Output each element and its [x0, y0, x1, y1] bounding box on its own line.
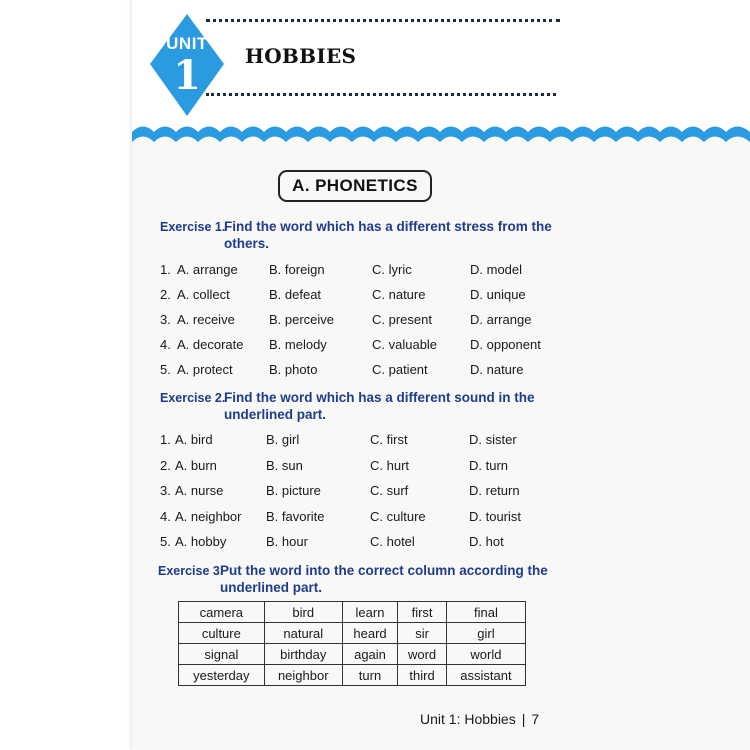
option-d: D. tourist [469, 509, 522, 524]
exercise-3-instruction-line2: underlined part. [220, 580, 323, 595]
option-c: C. first [370, 432, 408, 447]
option-a: A. neighbor [175, 509, 242, 524]
table-row [179, 623, 526, 644]
table-cell: learn [342, 602, 397, 623]
exercise-3-instruction-line1: Put the word into the correct column according the [220, 563, 548, 578]
option-b: B. photo [269, 362, 318, 377]
table-cell: sir [398, 623, 447, 644]
option-d: D. arrange [470, 312, 532, 327]
option-b: B. girl [266, 432, 300, 447]
exercise-1-instruction-line1: Find the word which has a different stress from the [224, 219, 552, 234]
item-number: 5. [160, 362, 171, 377]
option-d: D. sister [469, 432, 517, 447]
option-a: A. arrange [177, 262, 238, 277]
option-b: B. hour [266, 534, 308, 549]
item-number: 3. [160, 483, 171, 498]
option-c: C. surf [370, 483, 409, 498]
ex2-item [0, 534, 750, 554]
table-cell: assistant [446, 665, 525, 686]
option-d: D. hot [469, 534, 504, 549]
option-b: B. melody [269, 337, 327, 352]
option-d: D. nature [470, 362, 524, 377]
unit-number: 1 [173, 52, 201, 99]
option-a: A. hobby [175, 534, 227, 549]
ex1-item [0, 287, 750, 307]
table-row [179, 644, 526, 665]
option-b: B. defeat [269, 287, 322, 302]
option-c: C. hurt [370, 458, 410, 473]
unit-label: UNIT [166, 34, 208, 53]
option-a: A. burn [175, 458, 217, 473]
word-table [178, 601, 526, 686]
table-row [179, 602, 526, 623]
section-heading-box [278, 170, 432, 202]
footer-separator: | [521, 711, 526, 727]
ex2-item [0, 483, 750, 503]
table-cell: turn [342, 665, 397, 686]
option-a: A. bird [175, 432, 213, 447]
option-d: D. model [470, 262, 523, 277]
ex1-item [0, 337, 750, 357]
page-number: 7 [531, 711, 540, 727]
item-number: 5. [160, 534, 171, 549]
table-cell: natural [264, 623, 342, 644]
dotted-line-bottom [206, 93, 556, 96]
table-cell: birthday [264, 644, 342, 665]
table-cell: first [398, 602, 447, 623]
table-cell: heard [342, 623, 397, 644]
option-c: C. culture [370, 509, 426, 524]
option-a: A. protect [177, 362, 233, 377]
table-row [179, 665, 526, 686]
ex2-item [0, 432, 750, 452]
ex1-item [0, 262, 750, 282]
table-cell: camera [179, 602, 265, 623]
exercise-3-heading [158, 562, 578, 598]
option-a: A. collect [177, 287, 230, 302]
exercise-1-label: Exercise 1. [160, 220, 226, 234]
exercise-2-instruction-line1: Find the word which has a different sound in the [224, 390, 535, 405]
table-cell: third [398, 665, 447, 686]
option-c: C. patient [372, 362, 428, 377]
table-cell: final [446, 602, 525, 623]
table-cell: neighbor [264, 665, 342, 686]
option-a: A. receive [177, 312, 235, 327]
option-b: B. perceive [269, 312, 335, 327]
option-c: C. present [372, 312, 432, 327]
ex2-item [0, 509, 750, 529]
option-d: D. opponent [470, 337, 541, 352]
option-a: A. decorate [177, 337, 244, 352]
table-cell: bird [264, 602, 342, 623]
option-b: B. foreign [269, 262, 325, 277]
table-cell: girl [446, 623, 525, 644]
table-cell: word [398, 644, 447, 665]
table-cell: culture [179, 623, 265, 644]
exercise-2-label: Exercise 2. [160, 391, 226, 405]
wave-border [132, 118, 750, 166]
page-footer [420, 711, 539, 727]
option-d: D. turn [469, 458, 509, 473]
option-d: D. unique [470, 287, 526, 302]
ex1-item [0, 362, 750, 382]
item-number: 1. [160, 432, 171, 447]
option-a: A. nurse [175, 483, 224, 498]
option-c: C. valuable [372, 337, 438, 352]
table-cell: signal [179, 644, 265, 665]
table-cell: yesterday [179, 665, 265, 686]
exercise-1-heading [160, 218, 580, 254]
section-title: A. PHONETICS [292, 176, 418, 195]
option-d: D. return [469, 483, 520, 498]
footer-unit-text: Unit 1: Hobbies [420, 711, 516, 727]
item-number: 1. [160, 262, 171, 277]
item-number: 4. [160, 337, 171, 352]
item-number: 4. [160, 509, 171, 524]
option-c: C. hotel [370, 534, 415, 549]
table-cell: world [446, 644, 525, 665]
exercise-1-instruction-line2: others. [224, 236, 270, 251]
option-c: C. lyric [372, 262, 412, 277]
ex2-item [0, 458, 750, 478]
unit-title: HOBBIES [245, 44, 357, 68]
option-c: C. nature [372, 287, 426, 302]
dotted-line-top [206, 19, 560, 22]
exercise-2-instruction-line2: underlined part. [224, 407, 327, 422]
table-cell: again [342, 644, 397, 665]
exercise-2-heading [160, 389, 580, 425]
item-number: 2. [160, 287, 171, 302]
option-b: B. picture [266, 483, 321, 498]
item-number: 2. [160, 458, 171, 473]
exercise-3-label: Exercise 3. [158, 564, 224, 578]
ex1-item [0, 312, 750, 332]
option-b: B. favorite [266, 509, 325, 524]
option-b: B. sun [266, 458, 303, 473]
item-number: 3. [160, 312, 171, 327]
